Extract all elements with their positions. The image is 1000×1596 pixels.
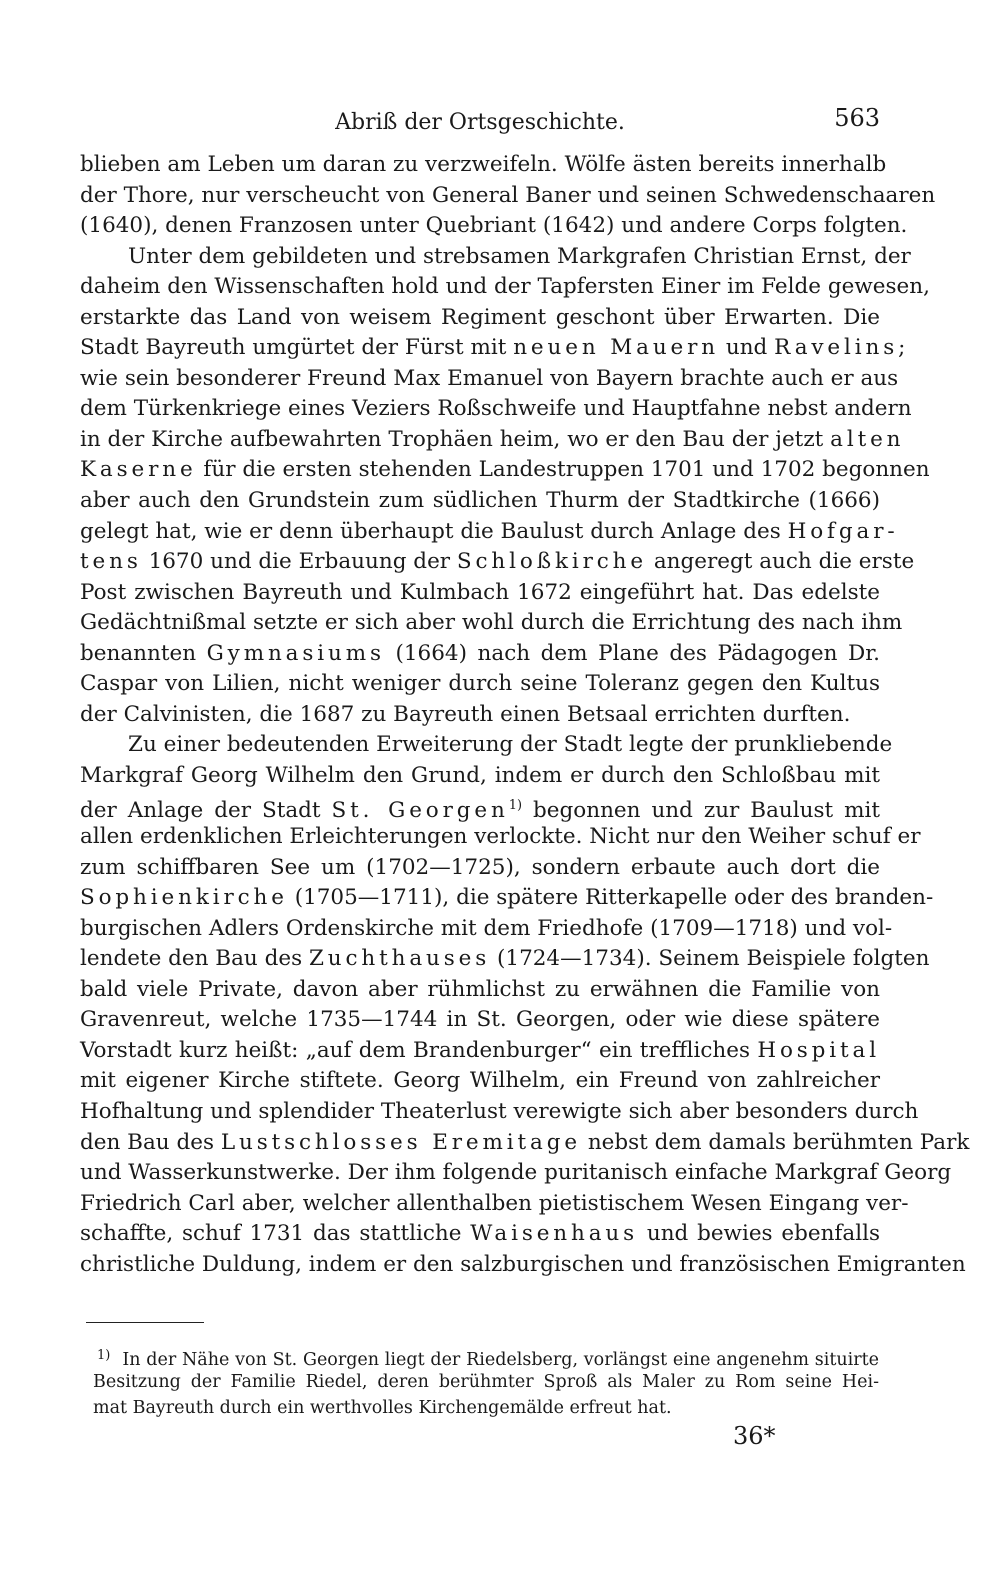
footnote-block: [93, 1343, 879, 1421]
text-line: burgischen Adlers Ordenskirche mit dem Friedhofe (1709—1718) und vol-: [80, 915, 893, 941]
text-span: angeregt auch die erste: [653, 549, 915, 575]
text-line: der Thore, nur verscheucht von General Baner und seinen Schwedenschaaren: [80, 182, 936, 208]
text-span: und bewies ebenfalls: [646, 1221, 880, 1247]
text-line: bald viele Private, davon aber rühmlichst zu erwähnen die Familie von: [80, 976, 880, 1002]
footnote-divider: [86, 1322, 204, 1323]
text-line: (1640), denen Franzosen unter Quebriant (1642) und andere Corps folgten.: [80, 213, 908, 239]
text-line: [80, 333, 906, 364]
text-line: Markgraf Georg Wilhelm den Grund, indem er durch den Schloßbau mit: [80, 762, 880, 788]
text-line: [80, 1036, 880, 1067]
spaced-emphasis: Zuchthauses: [308, 946, 491, 972]
text-span: den Bau des: [80, 1129, 214, 1155]
spaced-emphasis: St. Georgen: [331, 798, 509, 824]
text-line: erstarkte das Land von weisem Regiment geschont über Erwarten. Die: [80, 304, 880, 330]
text-span: 1670 und die Erbauung der: [148, 549, 451, 575]
text-line: [80, 425, 905, 456]
text-span: Vorstadt kurz heißt: „auf dem Brandenburger“ ein treffliches: [80, 1037, 751, 1063]
spaced-emphasis: tens: [80, 549, 142, 575]
text-line: [80, 791, 880, 822]
text-line: daheim den Wissenschaften hold und der Tapfersten Einer im Felde gewesen,: [80, 274, 930, 300]
text-span: in der Kirche aufbewahrten Trophäen heim, wo er den Bau der jetzt: [80, 426, 824, 452]
text-line: und Wasserkunstwerke. Der ihm folgende puritanisch einfache Markgraf Georg: [80, 1160, 952, 1186]
text-span: (1724—1734). Seinem Beispiele folgten: [497, 946, 930, 972]
body-text: [80, 150, 970, 1280]
text-line: Hofhaltung und splendider Theaterlust verewigte sich aber besonders durch: [80, 1098, 919, 1124]
running-header: [80, 104, 880, 144]
footnote-text: In der Nähe von St. Georgen liegt der Riedelsberg, vorlängst eine angenehm situirte: [122, 1350, 879, 1370]
text-span: benannten: [80, 640, 197, 666]
footnote-line: [93, 1343, 879, 1369]
text-line: mit eigener Kirche stiftete. Georg Wilhelm, ein Freund von zahlreicher: [80, 1068, 880, 1094]
text-span: begonnen und zur Baulust mit: [533, 798, 880, 824]
text-line: [80, 944, 930, 975]
text-span: gelegt hat, wie er denn überhaupt die Baulust durch Anlage des: [80, 518, 781, 544]
spaced-emphasis: Schloßkirche: [456, 549, 647, 575]
spaced-emphasis: alten: [830, 426, 905, 452]
spaced-emphasis: Hofgar-: [787, 518, 899, 544]
text-span: ;: [898, 335, 906, 361]
text-line: Unter dem gebildeten und strebsamen Markgrafen Christian Ernst, der: [128, 243, 911, 269]
text-line: Post zwischen Bayreuth und Kulmbach 1672 eingeführt hat. Das edelste: [80, 579, 880, 605]
spaced-emphasis: Ravelins: [774, 335, 899, 361]
text-line: zum schiffbaren See um (1702—1725), sondern erbaute auch dort die: [80, 854, 880, 880]
running-title: Abriß der Ortsgeschichte.: [335, 110, 625, 135]
text-line: allen erdenklichen Erleichterungen verlockte. Nicht nur den Weiher schuf er: [80, 824, 921, 850]
text-span: (1705—1711), die spätere Ritterkapelle oder des branden-: [294, 885, 934, 911]
footnote-line: Besitzung der Familie Riedel, deren berühmter Sproß als Maler zu Rom seine Hei-: [93, 1372, 879, 1392]
text-line: aber auch den Grundstein zum südlichen Thurm der Stadtkirche (1666): [80, 488, 880, 514]
text-line: christliche Duldung, indem er den salzburgischen und französischen Emigranten: [80, 1251, 966, 1277]
spaced-emphasis: neuen Mauern: [513, 335, 720, 361]
text-line: blieben am Leben um daran zu verzweifeln. Wölfe ästen bereits innerhalb: [80, 152, 887, 177]
spaced-emphasis: Gymnasiums: [206, 640, 385, 666]
spaced-emphasis: Sophienkirche: [80, 885, 288, 911]
text-line: [80, 1219, 880, 1250]
footnote-marker: 1): [97, 1348, 111, 1363]
text-line: [80, 883, 934, 914]
text-line: dem Türkenkriege eines Veziers Roßschweife und Hauptfahne nebst andern: [80, 396, 912, 422]
text-span: schaffte, schuf 1731 das stattliche: [80, 1221, 462, 1247]
text-line: Friedrich Carl aber, welcher allenthalben pietistischem Wesen Eingang ver-: [80, 1190, 909, 1216]
text-line: [80, 455, 930, 486]
text-span: und: [725, 335, 768, 361]
footnote-reference[interactable]: 1): [508, 798, 523, 814]
text-line: Gravenreut, welche 1735—1744 in St. Georgen, oder wie diese spätere: [80, 1007, 880, 1033]
text-line: der Calvinisten, die 1687 zu Bayreuth einen Betsaal errichten durften.: [80, 701, 851, 727]
spaced-emphasis: Kaserne: [80, 457, 197, 483]
text-span: der Anlage der Stadt: [80, 798, 321, 824]
text-line: [80, 639, 880, 670]
text-span: lendete den Bau des: [80, 946, 303, 972]
text-span: (1664) nach dem Plane des Pädagogen Dr.: [395, 640, 880, 666]
page-number: 563: [834, 104, 880, 132]
signature-mark: 36*: [733, 1422, 776, 1450]
text-line: Caspar von Lilien, nicht weniger durch seine Toleranz gegen den Kultus: [80, 671, 880, 697]
spaced-emphasis: Hospital: [757, 1037, 880, 1063]
text-line: Gedächtnißmal setzte er sich aber wohl durch die Errichtung des nach ihm: [80, 610, 903, 636]
text-span: nebst dem damals berühmten Park: [587, 1129, 970, 1155]
text-line: [80, 1128, 970, 1159]
text-span: für die ersten stehenden Landestruppen 1701 und 1702 begonnen: [203, 457, 930, 483]
text-line: [80, 517, 899, 548]
spaced-emphasis: Lustschlosses Eremitage: [220, 1129, 581, 1155]
footnote-line: mat Bayreuth durch ein werthvolles Kirchengemälde erfreut hat.: [93, 1398, 672, 1418]
text-line: Zu einer bedeutenden Erweiterung der Stadt legte der prunkliebende: [128, 732, 893, 758]
text-line: [80, 547, 915, 578]
text-span: Stadt Bayreuth umgürtet der Fürst mit: [80, 335, 507, 361]
text-line: wie sein besonderer Freund Max Emanuel von Bayern brachte auch er aus: [80, 365, 899, 391]
spaced-emphasis: Waisenhaus: [470, 1221, 639, 1247]
